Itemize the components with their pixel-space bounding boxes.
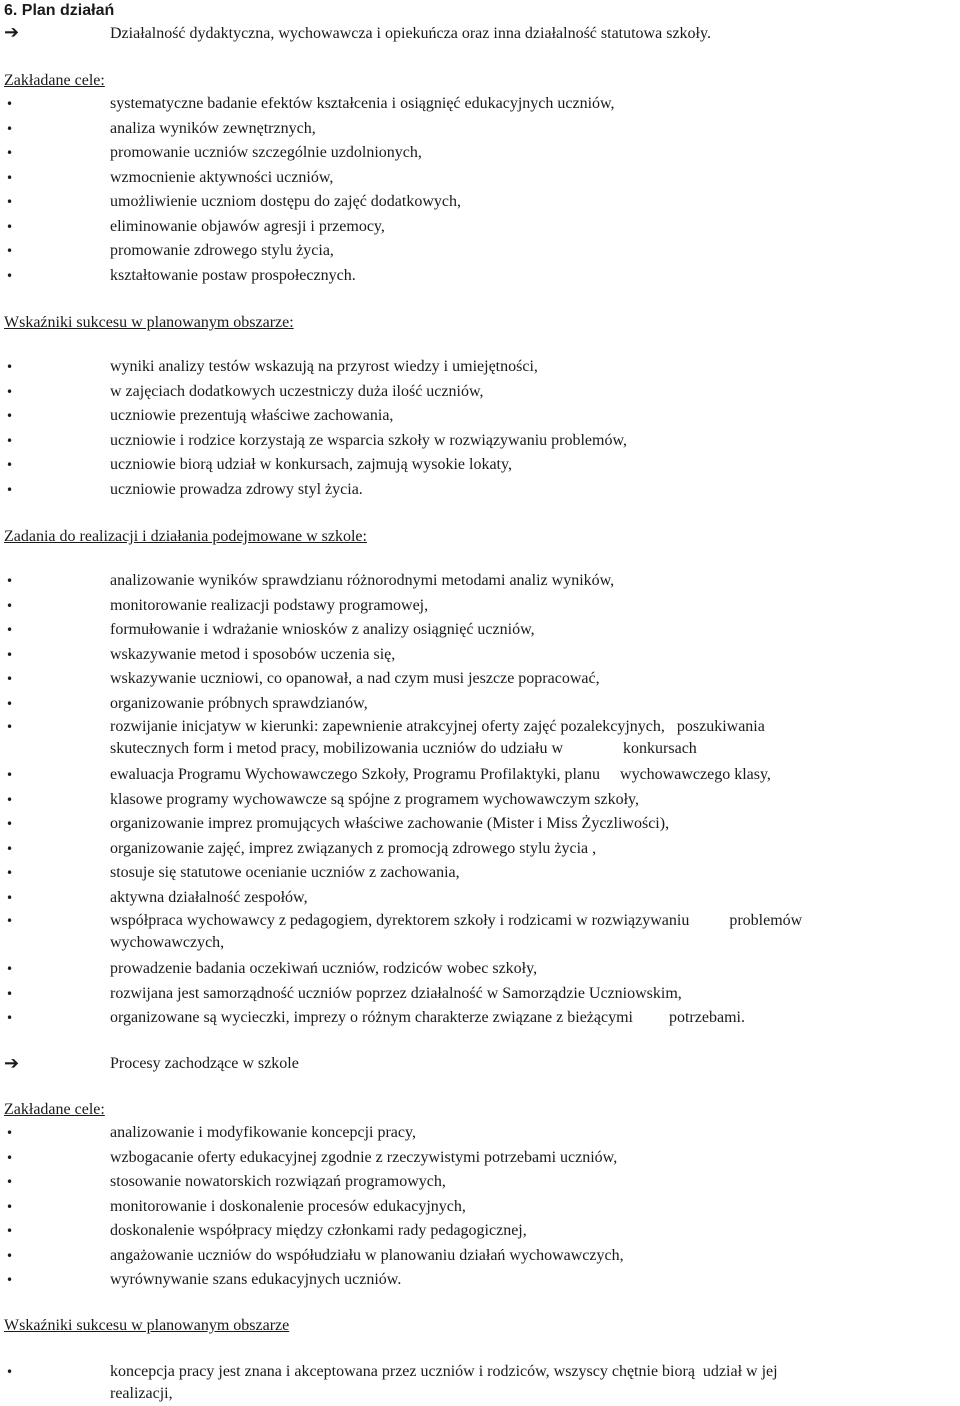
bullet-icon: • bbox=[6, 121, 14, 136]
bullet-icon: • bbox=[6, 1365, 14, 1379]
list-item: • wyrównywanie szans edukacyjnych uczniów. bbox=[0, 1268, 960, 1293]
list-item: • umożliwienie uczniom dostępu do zajęć dodatkowych, bbox=[0, 190, 960, 215]
bullet-icon: • bbox=[6, 914, 14, 928]
bullet-icon: • bbox=[6, 986, 14, 1001]
list-item: • promowanie zdrowego stylu życia, bbox=[0, 239, 960, 264]
area1-goals-list bbox=[0, 92, 960, 288]
area1-indicators-label: Wskaźniki sukcesu w planowanym obszarze: bbox=[4, 314, 294, 331]
list-item: • rozwijana jest samorządność uczniów poprzez działalność w Samorządzie Uczniowskim, bbox=[0, 982, 960, 1007]
bullet-icon: • bbox=[6, 672, 14, 686]
list-item: • promowanie uczniów szczególnie uzdolnionych, bbox=[0, 141, 960, 166]
bullet-icon: • bbox=[6, 647, 14, 662]
list-item: • uczniowie prezentują właściwe zachowania, bbox=[0, 404, 960, 429]
bullet-icon: • bbox=[6, 720, 14, 734]
bullet-icon: • bbox=[6, 482, 14, 497]
bullet-icon: • bbox=[6, 1273, 14, 1287]
list-item: • wskazywanie uczniowi, co opanował, a nad czym musi jeszcze popracować, bbox=[0, 667, 960, 692]
list-item: • analizowanie wyników sprawdzianu różnorodnymi metodami analiz wyników, bbox=[0, 569, 960, 594]
area1-goals-label: Zakładane cele: bbox=[4, 72, 105, 89]
bullet-icon: • bbox=[6, 1224, 14, 1238]
bullet-icon: • bbox=[6, 962, 14, 976]
bullet-icon: • bbox=[6, 841, 14, 856]
list-item: • monitorowanie i doskonalenie procesów edukacyjnych, bbox=[0, 1195, 960, 1220]
bullet-icon: • bbox=[6, 1150, 14, 1165]
arrow-icon: ➔ bbox=[4, 1053, 20, 1073]
list-item: • uczniowie i rodzice korzystają ze wsparcia szkoły w rozwiązywaniu problemów, bbox=[0, 429, 960, 454]
list-item: • monitorowanie realizacji podstawy programowej, bbox=[0, 594, 960, 619]
list-item: • stosowanie nowatorskich rozwiązań programowych, bbox=[0, 1170, 960, 1195]
list-item: • wzbogacanie oferty edukacyjnej zgodnie z rzeczywistymi potrzebami uczniów, bbox=[0, 1146, 960, 1171]
bullet-icon: • bbox=[6, 360, 14, 374]
list-item: • współpraca wychowawcy z pedagogiem, dyrektorem szkoły i rodzicami w rozwiązywaniu problemów wychowawczych, bbox=[0, 910, 960, 954]
list-item: • wyniki analizy testów wskazują na przyrost wiedzy i umiejętności, bbox=[0, 355, 960, 380]
list-item: • wskazywanie metod i sposobów uczenia się, bbox=[0, 643, 960, 668]
area2-indicators-label: Wskaźniki sukcesu w planowanym obszarze bbox=[4, 1317, 290, 1334]
list-item: • aktywna działalność zespołów, bbox=[0, 886, 960, 911]
bullet-icon: • bbox=[6, 170, 14, 185]
list-item: • organizowane są wycieczki, imprezy o różnym charakterze związane z bieżącymi potrzebami. bbox=[0, 1006, 960, 1031]
area1-title: Działalność dydaktyczna, wychowawcza i opiekuńcza oraz inna działalność statutowa szkoły. bbox=[110, 25, 711, 42]
bullet-icon: • bbox=[6, 623, 14, 637]
bullet-icon: • bbox=[6, 433, 14, 448]
list-item: • organizowanie imprez promujących właściwe zachowanie (Mister i Miss Życzliwości), bbox=[0, 812, 960, 837]
list-item: • uczniowie prowadza zdrowy styl życia. bbox=[0, 478, 960, 503]
bullet-icon: • bbox=[6, 1011, 14, 1025]
area1-indicators-list bbox=[0, 355, 960, 502]
bullet-icon: • bbox=[6, 1126, 14, 1140]
list-item: • uczniowie biorą udział w konkursach, zajmują wysokie lokaty, bbox=[0, 453, 960, 478]
bullet-icon: • bbox=[6, 195, 14, 209]
bullet-icon: • bbox=[6, 97, 14, 111]
bullet-icon: • bbox=[6, 384, 14, 399]
list-item: • organizowanie próbnych sprawdzianów, bbox=[0, 692, 960, 717]
list-item: • rozwijanie inicjatyw w kierunki: zapewnienie atrakcyjnej oferty zajęć pozalekcyjnych, poszukiwania skutecznych form i metod pracy, mobilizowania uczniów do udziału w konkursach bbox=[0, 716, 960, 760]
bullet-icon: • bbox=[6, 244, 14, 258]
list-item: • wzmocnienie aktywności uczniów, bbox=[0, 166, 960, 191]
list-item: • eliminowanie objawów agresji i przemocy, bbox=[0, 215, 960, 240]
section-heading: 6. Plan działań bbox=[4, 2, 115, 19]
bullet-icon: • bbox=[6, 219, 14, 234]
list-item: • organizowanie zajęć, imprez związanych z promocją zdrowego stylu życia , bbox=[0, 837, 960, 862]
bullet-icon: • bbox=[6, 890, 14, 905]
list-item: • doskonalenie współpracy między członkami rady pedagogicznej, bbox=[0, 1219, 960, 1244]
area2-title: Procesy zachodzące w szkole bbox=[110, 1055, 299, 1072]
bullet-icon: • bbox=[6, 574, 14, 588]
area2-indicators-list bbox=[0, 1361, 960, 1405]
arrow-icon: ➔ bbox=[4, 22, 20, 42]
bullet-icon: • bbox=[6, 458, 14, 472]
area2-goals-list bbox=[0, 1121, 960, 1293]
list-item: • stosuje się statutowe ocenianie uczniów z zachowania, bbox=[0, 861, 960, 886]
bullet-icon: • bbox=[6, 1175, 14, 1189]
list-item: • ewaluacja Programu Wychowawczego Szkoły, Programu Profilaktyki, planu wychowawczego klasy, bbox=[0, 763, 960, 788]
bullet-icon: • bbox=[6, 409, 14, 423]
bullet-icon: • bbox=[6, 768, 14, 782]
list-item: • klasowe programy wychowawcze są spójne z programem wychowawczym szkoły, bbox=[0, 788, 960, 813]
bullet-icon: • bbox=[6, 146, 14, 160]
bullet-icon: • bbox=[6, 598, 14, 613]
bullet-icon: • bbox=[6, 268, 14, 283]
list-item: • w zajęciach dodatkowych uczestniczy duża ilość uczniów, bbox=[0, 380, 960, 405]
bullet-icon: • bbox=[6, 1199, 14, 1214]
list-item: • systematyczne badanie efektów kształcenia i osiągnięć edukacyjnych uczniów, bbox=[0, 92, 960, 117]
list-item: • analiza wyników zewnętrznych, bbox=[0, 117, 960, 142]
list-item-continuation: wychowawczych, bbox=[110, 934, 225, 951]
bullet-icon: • bbox=[6, 696, 14, 711]
bullet-icon: • bbox=[6, 792, 14, 807]
list-item: • prowadzenie badania oczekiwań uczniów, rodziców wobec szkoły, bbox=[0, 957, 960, 982]
list-item: • kształtowanie postaw prospołecznych. bbox=[0, 264, 960, 289]
list-item: • angażowanie uczniów do współudziału w planowaniu działań wychowawczych, bbox=[0, 1244, 960, 1269]
area1-tasks-label: Zadania do realizacji i działania podejmowane w szkole: bbox=[4, 528, 367, 545]
area1-tasks-list bbox=[0, 569, 960, 1031]
bullet-icon: • bbox=[6, 817, 14, 831]
list-item-continuation: skutecznych form i metod pracy, mobilizowania uczniów do udziału w konkursach bbox=[110, 740, 697, 757]
list-item: • analizowanie i modyfikowanie koncepcji pracy, bbox=[0, 1121, 960, 1146]
bullet-icon: • bbox=[6, 1248, 14, 1263]
list-item: • formułowanie i wdrażanie wniosków z analizy osiągnięć uczniów, bbox=[0, 618, 960, 643]
bullet-icon: • bbox=[6, 866, 14, 880]
list-item: • koncepcja pracy jest znana i akceptowana przez uczniów i rodziców, wszyscy chętnie biorą udział w jej realizacji, bbox=[0, 1361, 960, 1405]
area2-goals-label: Zakładane cele: bbox=[4, 1101, 105, 1118]
list-item-continuation: realizacji, bbox=[110, 1385, 173, 1402]
